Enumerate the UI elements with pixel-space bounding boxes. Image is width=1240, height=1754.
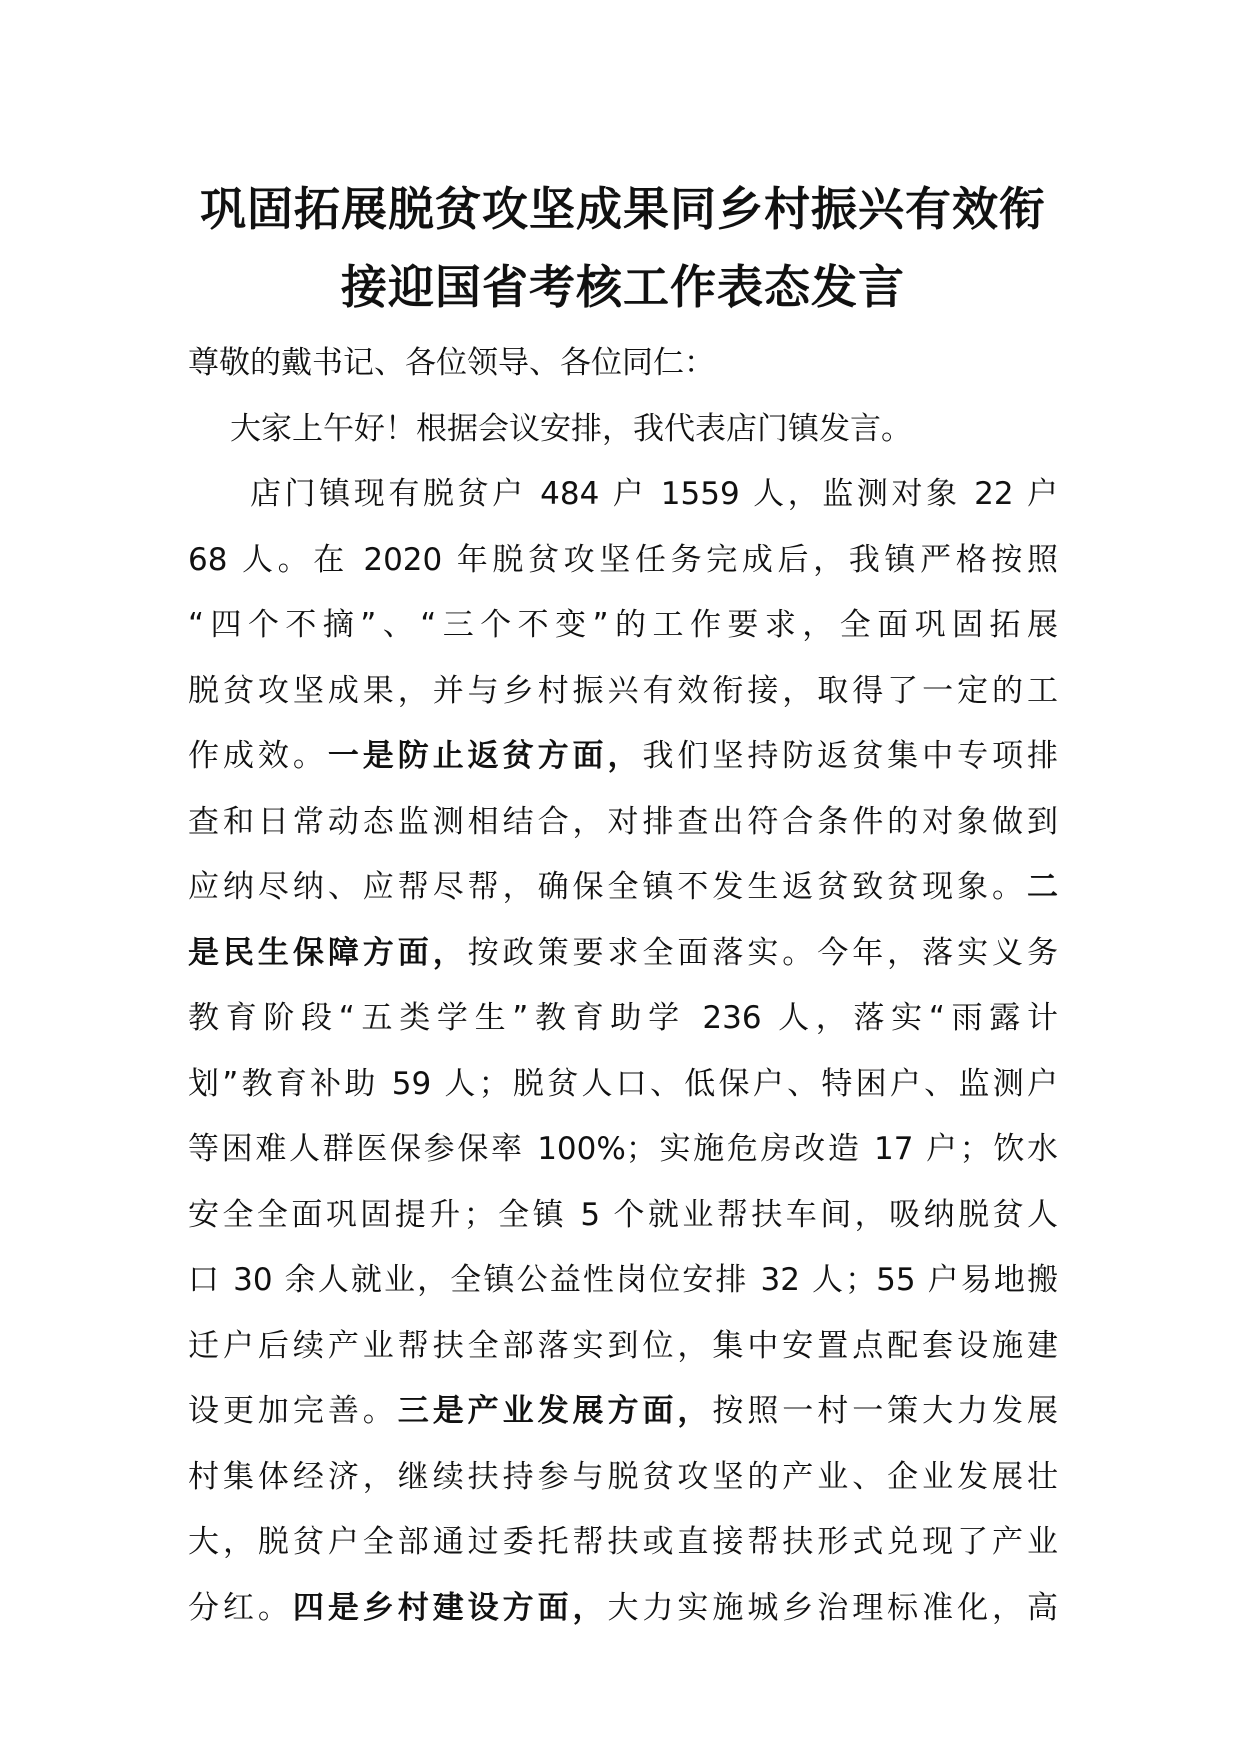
body-text: 按照一村一策大力发展 [712, 1393, 1058, 1429]
body-paragraph [188, 462, 1058, 1641]
body-line: 脱贫攻坚成果，并与乡村振兴有效衔接，取得了一定的工 [188, 672, 1058, 709]
body-line: 划”教育补助 59 人；脱贫人口、低保户、特困户、监测户 [188, 1065, 1058, 1102]
section-heading-3: 三是产业发展方面， [397, 1393, 713, 1429]
body-text: 分红。 [188, 1589, 293, 1626]
body-line [188, 724, 1058, 790]
body-line [188, 1379, 1058, 1445]
body-line: 店门镇现有脱贫户 484 户 1559 人，监测对象 22 户 [250, 476, 1058, 512]
body-line: 等困难人群医保参保率 100%；实施危房改造 17 户；饮水 [188, 1131, 1058, 1167]
body-line [188, 1576, 1058, 1642]
section-heading-4: 四是乡村建设方面， [292, 1589, 608, 1626]
body-line: 迁户后续产业帮扶全部落实到位，集中安置点配套设施建 [188, 1327, 1058, 1364]
greeting: 大家上午好！根据会议安排，我代表店门镇发言。 [230, 411, 912, 447]
document-page [188, 170, 1058, 1641]
section-heading-2-start: 二 [1027, 869, 1058, 905]
body-line: “四个不摘”、“三个不变”的工作要求，全面巩固拓展 [188, 607, 1058, 643]
body-text: 我们坚持防返贫集中专项排 [642, 738, 1059, 774]
body-line: 口 30 余人就业，全镇公益性岗位安排 32 人；55 户易地搬 [188, 1262, 1058, 1298]
title-line-1: 巩固拓展脱贫攻坚成果同乡村振兴有效衔 [200, 182, 1046, 236]
body-text: 设更加完善。 [188, 1393, 398, 1429]
body-text: 大力实施城乡治理标准化，高 [607, 1589, 1058, 1626]
body-text: 作成效。 [188, 738, 328, 774]
section-heading-1: 一是防止返贫方面， [327, 738, 643, 774]
body-text: 按政策要求全面落实。今年，落实义务 [467, 934, 1059, 971]
body-line: 安全全面巩固提升；全镇 5 个就业帮扶车间，吸纳脱贫人 [188, 1196, 1058, 1233]
body-text: 应纳尽纳、应帮尽帮，确保全镇不发生返贫致贫现象。 [188, 869, 1027, 905]
salutation: 尊敬的戴书记、各位领导、各位同仁： [188, 345, 715, 381]
section-heading-2-end: 是民生保障方面， [188, 934, 468, 971]
body-line: 教育阶段“五类学生”教育助学 236 人，落实“雨露计 [188, 1000, 1058, 1036]
body-line: 村集体经济，继续扶持参与脱贫攻坚的产业、企业发展壮 [188, 1458, 1058, 1495]
body-line [188, 921, 1058, 987]
body-line: 大，脱贫户全部通过委托帮扶或直接帮扶形式兑现了产业 [188, 1524, 1058, 1560]
document-title [188, 170, 1058, 326]
body-line: 查和日常动态监测相结合，对排查出符合条件的对象做到 [188, 803, 1058, 840]
body-line [188, 855, 1058, 921]
title-line-2: 接迎国省考核工作表态发言 [341, 260, 905, 314]
body-line: 68 人。在 2020 年脱贫攻坚任务完成后，我镇严格按照 [188, 541, 1058, 578]
